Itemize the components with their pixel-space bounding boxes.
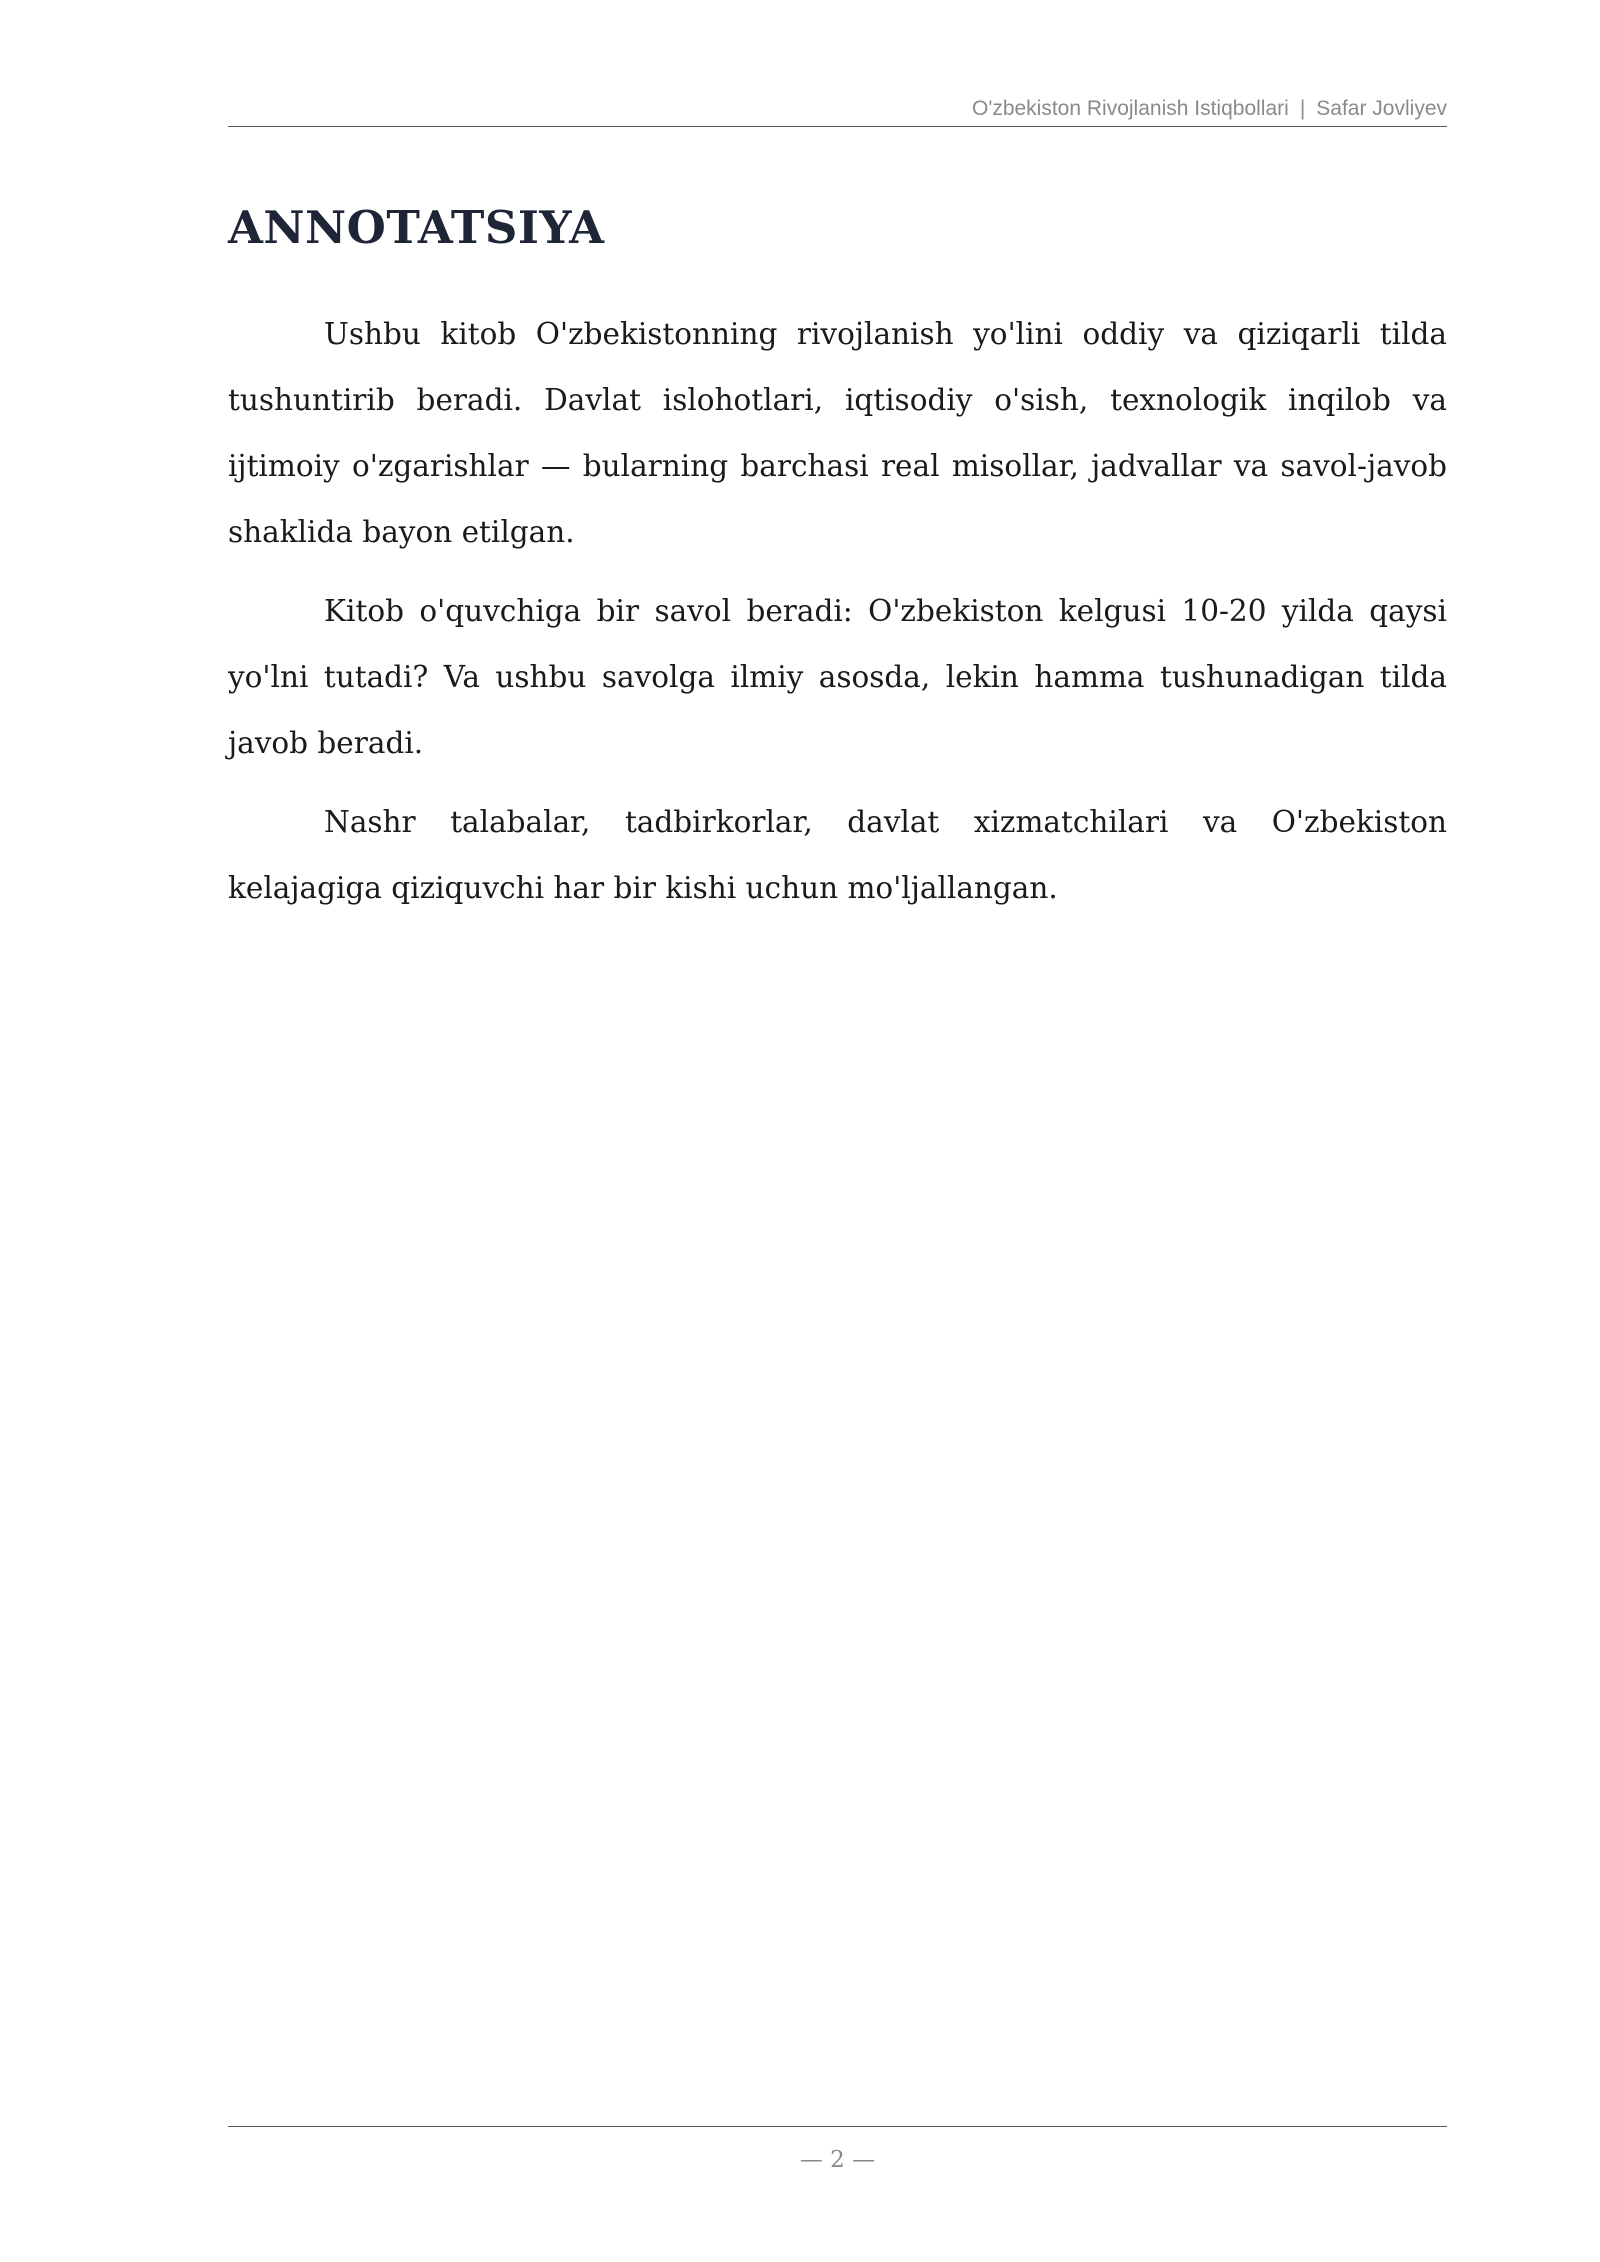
page-footer bbox=[228, 2126, 1447, 2175]
header-author: Safar Jovliyev bbox=[1316, 97, 1447, 120]
page-content bbox=[228, 192, 1447, 934]
paragraph: Nashr talabalar, tadbirkorlar, davlat xizmatchilari va O'zbekiston kelajagiga qiziquvchi har bir kishi uchun mo'ljallangan. bbox=[228, 805, 1447, 905]
page-header bbox=[228, 92, 1447, 127]
page-number: — 2 — bbox=[799, 2147, 876, 2173]
header-book-title: O'zbekiston Rivojlanish Istiqbollari bbox=[971, 97, 1289, 120]
paragraph: Kitob o'quvchiga bir savol beradi: O'zbekiston kelgusi 10-20 yilda qaysi yo'lni tutadi? Va ushbu savolga ilmiy asosda, lekin hamma tushunadigan tilda javob beradi. bbox=[228, 594, 1447, 760]
header-separator: | bbox=[1299, 97, 1306, 120]
section-title: ANNOTATSIYA bbox=[228, 201, 605, 254]
paragraph: Ushbu kitob O'zbekistonning rivojlanish yo'lini oddiy va qiziqarli tilda tushuntirib beradi. Davlat islohotlari, iqtisodiy o'sish, texnologik inqilob va ijtimoiy o'zgarishlar — bularning barchasi real misollar, jadvallar va savol-javob shaklida bayon etilgan. bbox=[228, 317, 1447, 549]
